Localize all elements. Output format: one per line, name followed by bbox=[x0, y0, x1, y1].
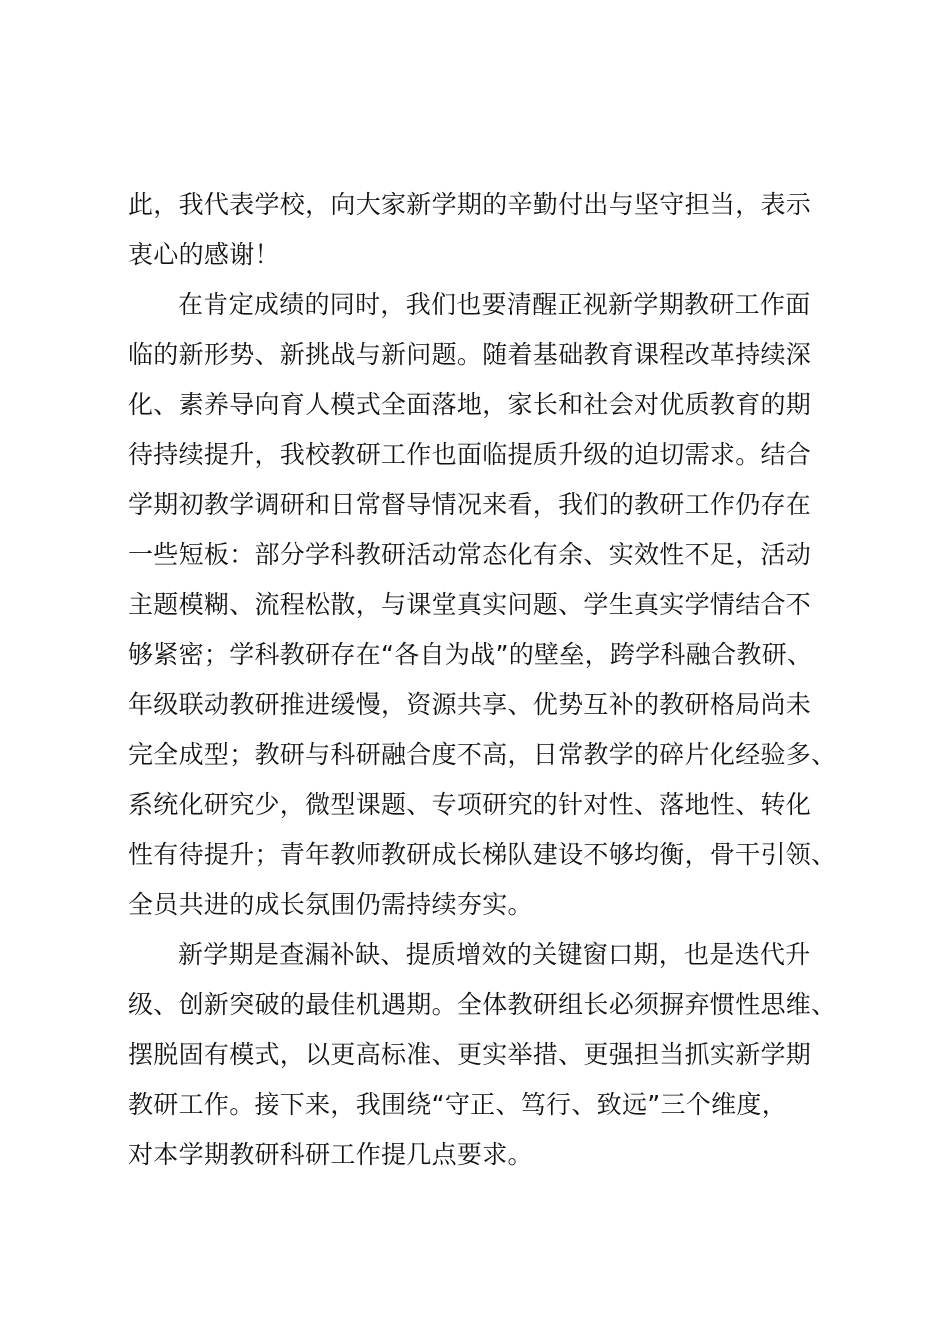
text-line: 完全成型；教研与科研融合度不高，日常教学的碎片化经验多、 bbox=[128, 740, 837, 769]
paragraph-first-line: 新学期是查漏补缺、提质增效的关键窗口期，也是迭代升 bbox=[178, 940, 811, 969]
text-line: 系统化研究少，微型课题、专项研究的针对性、落地性、转化 bbox=[128, 790, 812, 819]
text-line: 一些短板：部分学科教研活动常态化有余、实效性不足，活动 bbox=[128, 540, 812, 569]
body-text bbox=[128, 180, 848, 1180]
text-line: 级、创新突破的最佳机遇期。全体教研组长必须摒弃惯性思维、 bbox=[128, 990, 837, 1019]
text-line: 对本学期教研科研工作提几点要求。 bbox=[128, 1140, 533, 1169]
text-line: 教研工作。接下来，我围绕“守正、笃行、致远”三个维度， bbox=[128, 1090, 788, 1119]
text-line: 待持续提升，我校教研工作也面临提质升级的迫切需求。结合 bbox=[128, 440, 812, 469]
text-line: 衷心的感谢！ bbox=[128, 240, 280, 269]
paragraph-first-line: 在肯定成绩的同时，我们也要清醒正视新学期教研工作面 bbox=[178, 290, 811, 319]
text-line: 化、素养导向育人模式全面落地，家长和社会对优质教育的期 bbox=[128, 390, 812, 419]
text-line: 主题模糊、流程松散，与课堂真实问题、学生真实学情结合不 bbox=[128, 590, 812, 619]
text-line: 够紧密；学科教研存在“各自为战”的壁垒，跨学科融合教研、 bbox=[128, 640, 813, 669]
text-line: 临的新形势、新挑战与新问题。随着基础教育课程改革持续深 bbox=[128, 340, 812, 369]
text-line: 性有待提升；青年教师教研成长梯队建设不够均衡，骨干引领、 bbox=[128, 840, 837, 869]
text-line: 全员共进的成长氛围仍需持续夯实。 bbox=[128, 890, 533, 919]
text-line: 此，我代表学校，向大家新学期的辛勤付出与坚守担当，表示 bbox=[128, 190, 812, 219]
text-line: 学期初教学调研和日常督导情况来看，我们的教研工作仍存在 bbox=[128, 490, 812, 519]
text-line: 年级联动教研推进缓慢，资源共享、优势互补的教研格局尚未 bbox=[128, 690, 812, 719]
text-line: 摆脱固有模式，以更高标准、更实举措、更强担当抓实新学期 bbox=[128, 1040, 812, 1069]
